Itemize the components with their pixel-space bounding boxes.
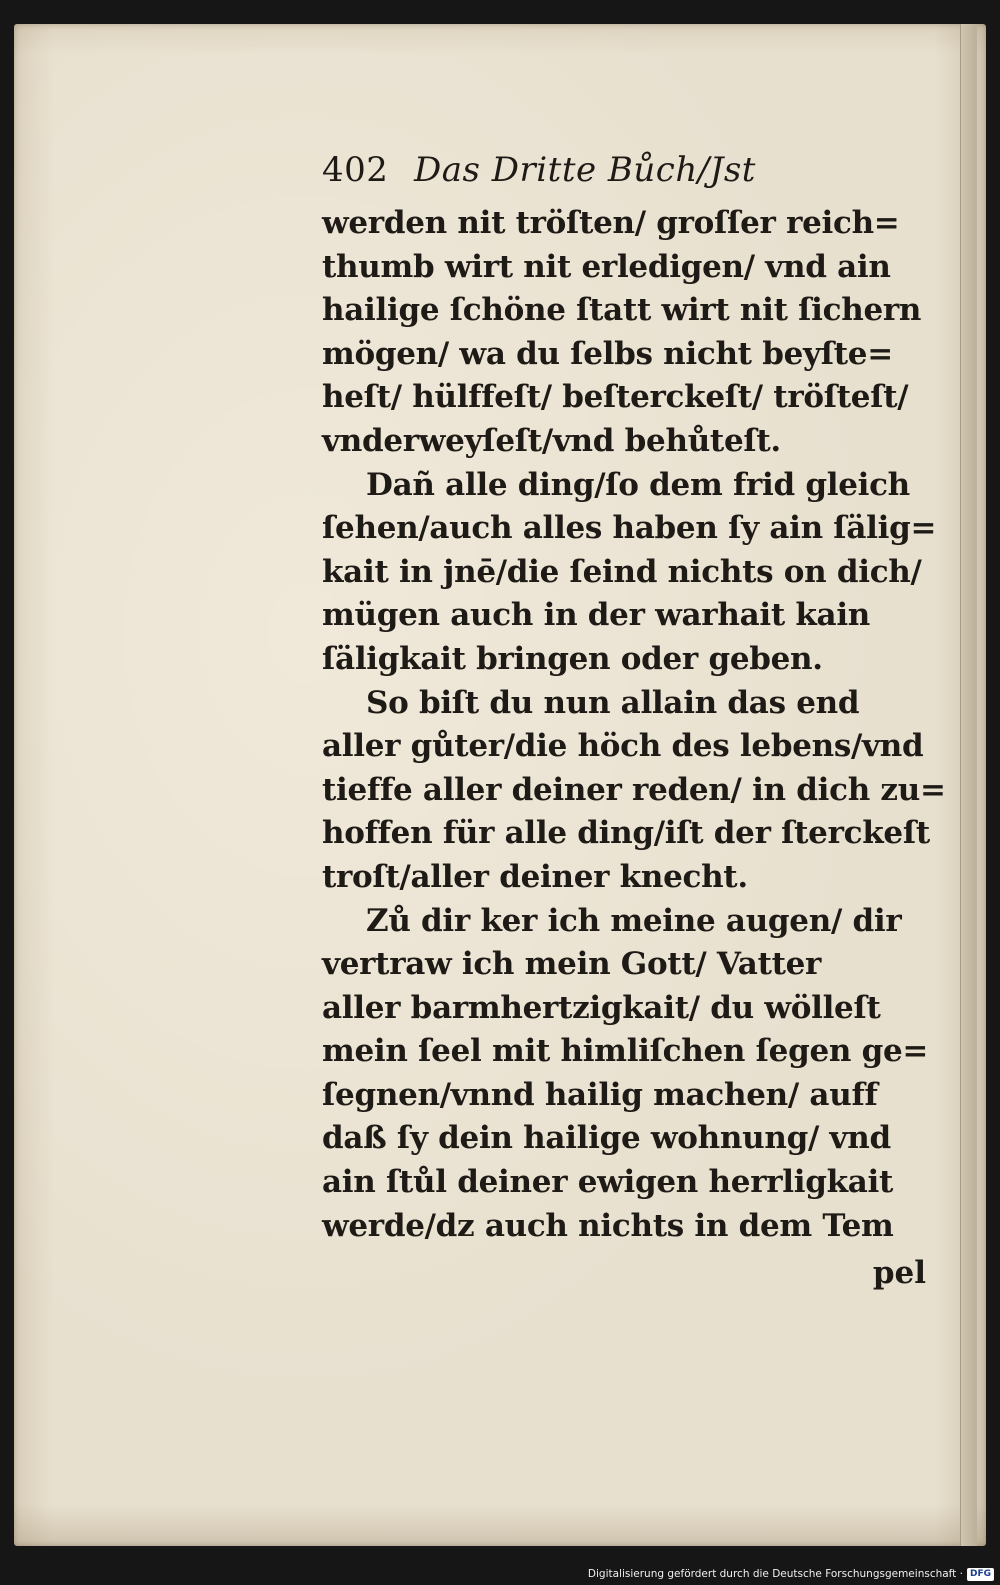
credit-text: Digitalisierung gefördert durch die Deutsche Forschungsgemeinschaft · bbox=[587, 1568, 963, 1580]
text-line: heſt/ hülffeſt/ beſterckeſt/ tröſteſt/ bbox=[322, 379, 909, 416]
text-line: hailige ſchöne ſtatt wirt nit ſichern bbox=[322, 292, 922, 329]
text-line: tieffe aller deiner reden/ in dich zu= bbox=[322, 771, 946, 808]
text-lines bbox=[322, 202, 946, 1248]
text-line: thumb wirt nit erledigen/ vnd ain bbox=[322, 248, 891, 285]
text-line: aller gůter/die höch des lebens/vnd bbox=[322, 728, 924, 765]
digitization-credit bbox=[588, 1565, 994, 1583]
text-line: ſäligkait bringen oder geben. bbox=[322, 640, 823, 677]
text-line: hoffen für alle ding/iſt der ſterckeſt bbox=[322, 815, 930, 852]
text-line: daß ſy dein hailige wohnung/ vnd bbox=[322, 1120, 891, 1157]
page-number: 402 bbox=[322, 150, 389, 190]
text-line: mügen auch in der warhait kain bbox=[322, 597, 871, 634]
text-block bbox=[322, 150, 946, 1298]
text-line: troſt/aller deiner knecht. bbox=[322, 858, 748, 895]
text-line: kait in jnē/die ſeind nichts on dich/ bbox=[322, 553, 922, 590]
dfg-logo: DFG bbox=[967, 1568, 994, 1581]
text-line: vnderweyſeſt/vnd behůteſt. bbox=[322, 422, 781, 459]
text-line: ſegnen/vnnd hailig machen/ auff bbox=[322, 1076, 878, 1113]
text-line: mein ſeel mit himliſchen ſegen ge= bbox=[322, 1033, 929, 1070]
text-line: werden nit tröſten/ groſſer reich= bbox=[322, 205, 900, 241]
text-line: Dañ alle ding/ſo dem frid gleich bbox=[366, 466, 910, 503]
page-header bbox=[322, 150, 932, 202]
catchword: pel bbox=[872, 1255, 926, 1292]
text-line: So biſt du nun allain das end bbox=[366, 684, 860, 721]
text-line: mögen/ wa du ſelbs nicht beyſte= bbox=[322, 335, 893, 372]
text-line: ſehen/auch alles haben ſy ain ſälig= bbox=[322, 510, 937, 547]
running-title: Das Dritte Bůch/Jst bbox=[414, 150, 756, 190]
text-line: Zů dir ker ich meine augen/ dir bbox=[366, 902, 902, 939]
text-line: werde/dz auch nichts in dem Tem bbox=[322, 1207, 894, 1244]
text-line: aller barmhertzigkait/ du wölleſt bbox=[322, 989, 881, 1026]
page-edge bbox=[960, 24, 977, 1546]
text-line: vertraw ich mein Gott/ Vatter bbox=[322, 946, 822, 983]
text-line: ain ſtůl deiner ewigen herrligkait bbox=[322, 1164, 894, 1201]
